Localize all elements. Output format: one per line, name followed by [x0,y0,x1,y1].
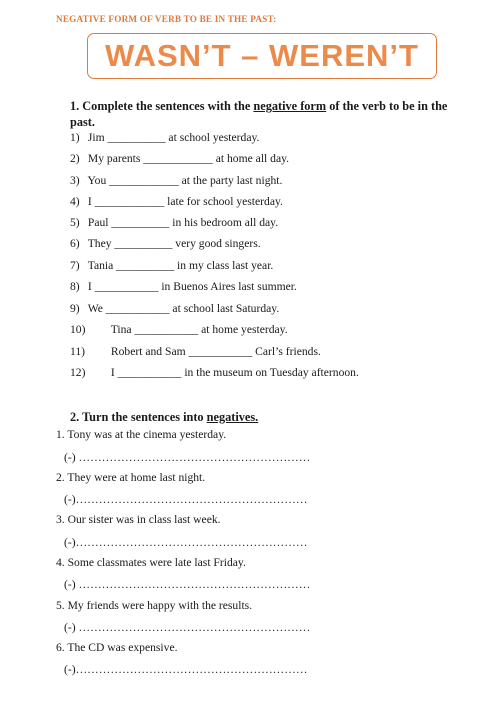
item-number: 9) [70,302,80,315]
exercise1-item [70,302,279,315]
item-text: Paul __________ in his bedroom all day. [87,216,279,229]
exercise1-item [70,131,259,144]
exercise2-sentence: 2. They were at home last night. [56,471,206,484]
section1-heading [70,98,460,130]
exercise1-item [70,216,278,229]
exercise1-item [70,237,261,250]
exercise2-answer-line[interactable]: (-) …………………………………………………… [64,578,311,591]
item-text: I ___________ in Buenos Aires last summer. [87,280,297,293]
item-number: 5) [70,216,80,229]
exercise1-item [70,345,321,358]
item-number: 1) [70,131,80,144]
item-text: My parents ____________ at home all day. [87,152,290,165]
exercise1-item [70,152,289,165]
exercise2-sentence: 5. My friends were happy with the results. [56,599,253,612]
item-number: 12) [70,366,86,379]
exercise2-answer-line[interactable]: (-)…………………………………………………… [64,536,308,549]
exercise1-item [70,195,283,208]
item-number: 4) [70,195,80,208]
item-text: Tina ___________ at home yesterday. [110,323,288,336]
item-text: Jim __________ at school yesterday. [87,131,260,144]
section2-heading-pre: 2. Turn the sentences into [70,410,207,424]
item-text: You ____________ at the party last night. [87,174,283,187]
exercise1-item [70,323,288,336]
section1-heading-pre: 1. Complete the sentences with the [70,99,254,113]
exercise1-item [70,174,282,187]
exercise1-item [70,259,273,272]
exercise2-answer-line[interactable]: (-)…………………………………………………… [64,493,308,506]
exercise2-sentence: 1. Tony was at the cinema yesterday. [56,428,227,441]
item-text: Tania __________ in my class last year. [87,259,274,272]
worksheet-subtitle: NEGATIVE FORM OF VERB TO BE IN THE PAST: [56,14,277,24]
exercise2-answer-line[interactable]: (-)…………………………………………………… [64,663,308,676]
exercise2-sentence: 3. Our sister was in class last week. [56,513,221,526]
section1-heading-post: of the verb to be in the past. [70,99,448,129]
exercise2-sentence: 6. The CD was expensive. [56,641,178,654]
item-text: I ____________ late for school yesterday. [87,195,283,208]
exercise1-item [70,366,359,379]
section2-heading-underlined: negatives. [206,410,259,424]
item-number: 3) [70,174,80,187]
section2-heading [70,410,258,425]
item-text: I ___________ in the museum on Tuesday afternoon. [110,366,359,379]
item-text: Robert and Sam ___________ Carl’s friends. [110,345,321,358]
section1-heading-underlined: negative form [253,99,327,113]
item-text: They __________ very good singers. [87,237,261,250]
exercise1-item [70,280,297,293]
item-number: 7) [70,259,80,272]
worksheet-title: WASN’T – WEREN’T [105,38,419,73]
item-number: 10) [70,323,86,336]
item-text: We ___________ at school last Saturday. [87,302,280,315]
item-number: 2) [70,152,80,165]
item-number: 8) [70,280,80,293]
title-box [87,33,437,79]
exercise2-sentence: 4. Some classmates were late last Friday. [56,556,246,569]
exercise2-answer-line[interactable]: (-) …………………………………………………… [64,621,311,634]
exercise2-answer-line[interactable]: (-) …………………………………………………… [64,451,311,464]
item-number: 6) [70,237,80,250]
item-number: 11) [70,345,86,358]
